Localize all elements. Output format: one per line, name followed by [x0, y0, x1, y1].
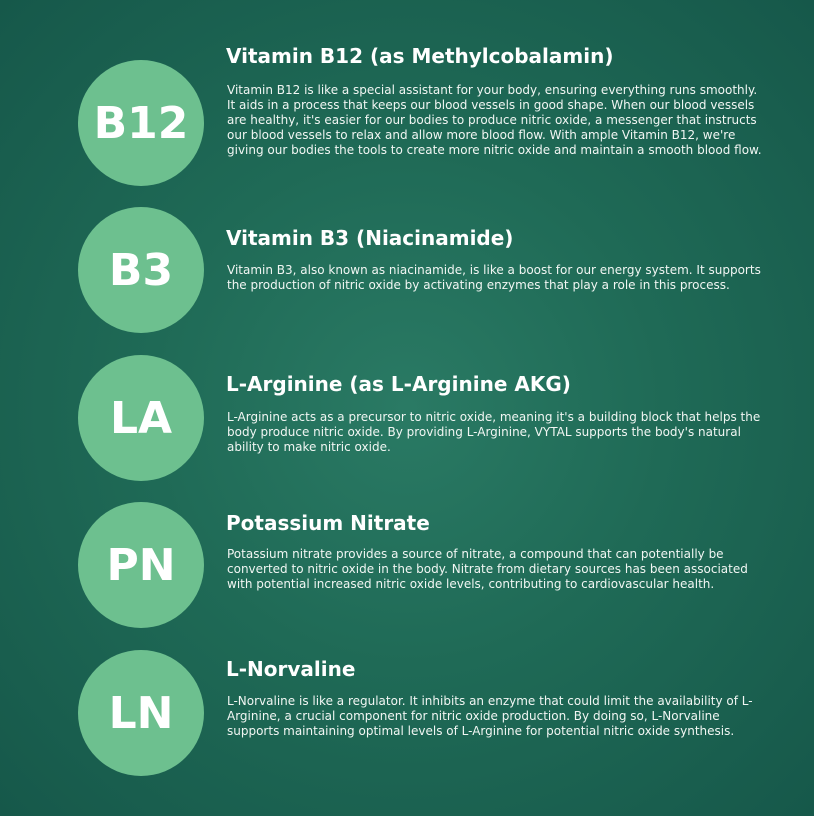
- ingredient-title: Vitamin B12 (as Methylcobalamin): [226, 44, 614, 68]
- badge-label: LN: [108, 687, 174, 739]
- ingredient-title: Potassium Nitrate: [226, 511, 430, 535]
- badge-label: B3: [108, 244, 174, 296]
- ingredient-description: Vitamin B3, also known as niacinamide, is like a boost for our energy system. It supports the production of nitric oxide by activating enzymes that play a role in this process.: [227, 263, 761, 292]
- badge-label: PN: [106, 539, 176, 591]
- ingredient-badge-ln: [78, 650, 204, 776]
- badge-label: LA: [109, 392, 173, 444]
- ingredient-description: Vitamin B12 is like a special assistant for your body, ensuring everything runs smoothly. It aids in a process that keeps our blood vessels in good shape. When our blood vessels are healthy, it's easier for our bodies to produce nitric oxide, a messenger that instructs our blood vessels to relax and allow more blood flow. With ample Vitamin B12, we're giving our bodies the tools to create more nitric oxide and maintain a smooth blood flow.: [227, 83, 762, 157]
- ingredient-title: Vitamin B3 (Niacinamide): [226, 226, 514, 250]
- ingredient-title: L-Arginine (as L-Arginine AKG): [226, 372, 571, 396]
- ingredient-title: L-Norvaline: [226, 657, 356, 681]
- ingredient-description: L-Norvaline is like a regulator. It inhibits an enzyme that could limit the availability of L-Arginine, a crucial component for nitric oxide production. By doing so, L-Norvaline supports maintaining optimal levels of L-Arginine for potential nitric oxide synthesis.: [227, 694, 753, 738]
- ingredient-badge-b3: [78, 207, 204, 333]
- ingredient-badge-b12: [78, 60, 204, 186]
- ingredient-description: Potassium nitrate provides a source of nitrate, a compound that can potentially be converted to nitric oxide in the body. Nitrate from dietary sources has been associated with potential increased nitric oxide levels, contributing to cardiovascular health.: [227, 547, 748, 591]
- badge-label: B12: [93, 97, 189, 149]
- ingredient-badge-pn: [78, 502, 204, 628]
- ingredient-description: L-Arginine acts as a precursor to nitric oxide, meaning it's a building block that helps the body produce nitric oxide. By providing L-Arginine, VYTAL supports the body's natural ability to make nitric oxide.: [227, 410, 761, 454]
- ingredient-badge-la: [78, 355, 204, 481]
